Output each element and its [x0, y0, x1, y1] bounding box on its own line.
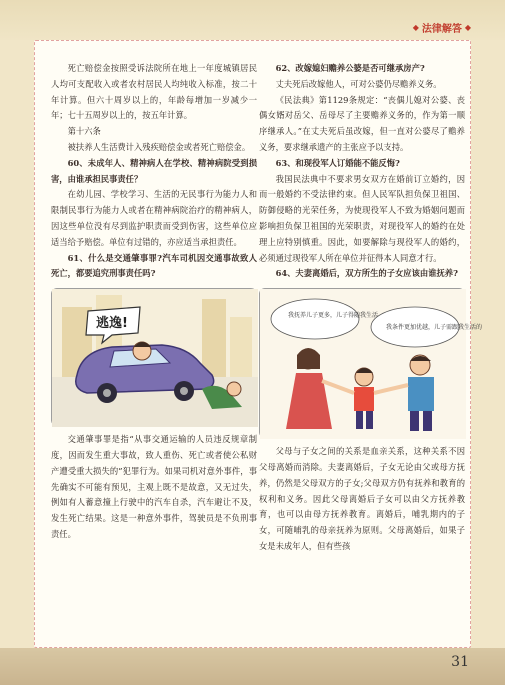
car-accident-image	[52, 289, 258, 427]
question-61-title: 61、什么是交通肇事罪?汽车司机因交通事故致人死亡，都要追究刑事责任吗?	[51, 252, 257, 279]
custody-illustration	[259, 288, 483, 438]
svg-text:我条件更加优越，儿子需跟我生活的	[386, 323, 482, 331]
mother-bubble-text: 我抚养儿子更多，儿子得随我生活	[288, 312, 379, 320]
bottom-decoration-band	[0, 648, 505, 685]
custody-dispute-image	[260, 289, 483, 439]
escape-speech-text: 逃逸!	[96, 316, 128, 332]
article-text: 被扶养人生活费计入残疾赔偿金或者死亡赔偿金。	[67, 141, 251, 152]
question-61-answer: 交通肇事罪是指“从事交通运输的人员违反规章制度，因而发生重大事故，致人重伤、死亡或者使公私财产遭受重大损失的”犯罪行为。如果司机对意外事件，事先确实不可能有预见，主观上既不是故意，又无过失，例如有人蓄意撞上行驶中的汽车自杀，汽车避让不及，发生死亡结果。这是一种意外事件，驾驶员是不负刑事责任。	[51, 434, 257, 539]
intro-paragraph: 死亡赔偿金按照受诉法院所在地上一年度城镇居民人均可支配收入或者农村居民人均纯收入标准，按二十年计算。但六十周岁以上的，年龄每增加一岁减少一年；七十五周岁以上的，按五年计算。	[51, 63, 257, 121]
question-62-title: 62、改嫁媳妇赡养公婆是否可继承房产?	[275, 63, 425, 73]
page-number: 31	[451, 654, 469, 670]
right-column	[259, 61, 483, 555]
question-60-answer: 在幼儿园、学校学习、生活的无民事行为能力人和限制民事行为能力人或者在精神病院治疗的精神病人，因这些单位没有尽到监护职责而受到伤害，这些单位应适当给予赔偿。单位有过错的，亦应适当承担责任。	[51, 189, 257, 247]
question-60-title: 60、未成年人、精神病人在学校、精神病院受到损害，由谁承担民事责任？	[51, 157, 257, 184]
question-64-title: 64、夫妻离婚后，双方所生的子女应该由谁抚养?	[275, 268, 458, 279]
diamond-right-icon: ◆	[464, 23, 471, 32]
question-63-answer: 我国民法典中不要求男女双方在婚前订立婚约，因而一般婚约不受法律约束。但人民军队担负保卫祖国、防御侵略的光荣任务，为使现役军人不致为婚姻问题而影响担负保卫祖国的光荣职责，对现役军人的婚约在处理上应特别慎重。因此，如要解除与现役军人的婚约，必须通过现役军人所在单位并征得本人同意才行。	[259, 173, 465, 263]
diamond-left-icon: ◆	[412, 23, 419, 32]
left-column	[51, 61, 257, 543]
section-header	[413, 20, 471, 35]
question-63-title: 63、和现役军人订婚能不能反悔?	[275, 157, 400, 168]
question-62-answer-2: 《民法典》第1129条规定：“丧偶儿媳对公婆、丧偶女婿对岳父、岳母尽了主要赡养义务的，作为第一顺序继承人。”在丈夫死后虽改嫁，但一直对公婆尽了赡养义务，要求继承遗产的主张应予以支持。	[259, 94, 465, 152]
svg-text:我抚养儿子更多，儿子得随我生活	[288, 311, 378, 319]
hit-and-run-illustration	[51, 288, 257, 426]
article-title: 第十六条	[67, 126, 101, 137]
father-bubble-text: 我条件更加优越，儿子需跟我生活的	[386, 324, 483, 332]
question-62-answer-1: 丈夫死后改嫁他人，可对公婆仍尽赡养义务。	[275, 78, 442, 89]
question-64-answer: 父母与子女之间的关系是血亲关系，这种关系不因父母离婚而消除。夫妻离婚后，子女无论由父或母方抚养，仍然是父母双方的子女;父母双方仍有抚养和教育的权利和义务。因此父母离婚后子女可以由父方抚养教育，也可以由母方抚养教育。离婚后，哺乳期内的子女，可随哺乳的母亲抚养为原则。父母离婚后，如果子女是未成年人，但有些孩	[259, 446, 465, 551]
section-label: 法律解答	[421, 24, 462, 35]
page-content	[34, 40, 483, 648]
